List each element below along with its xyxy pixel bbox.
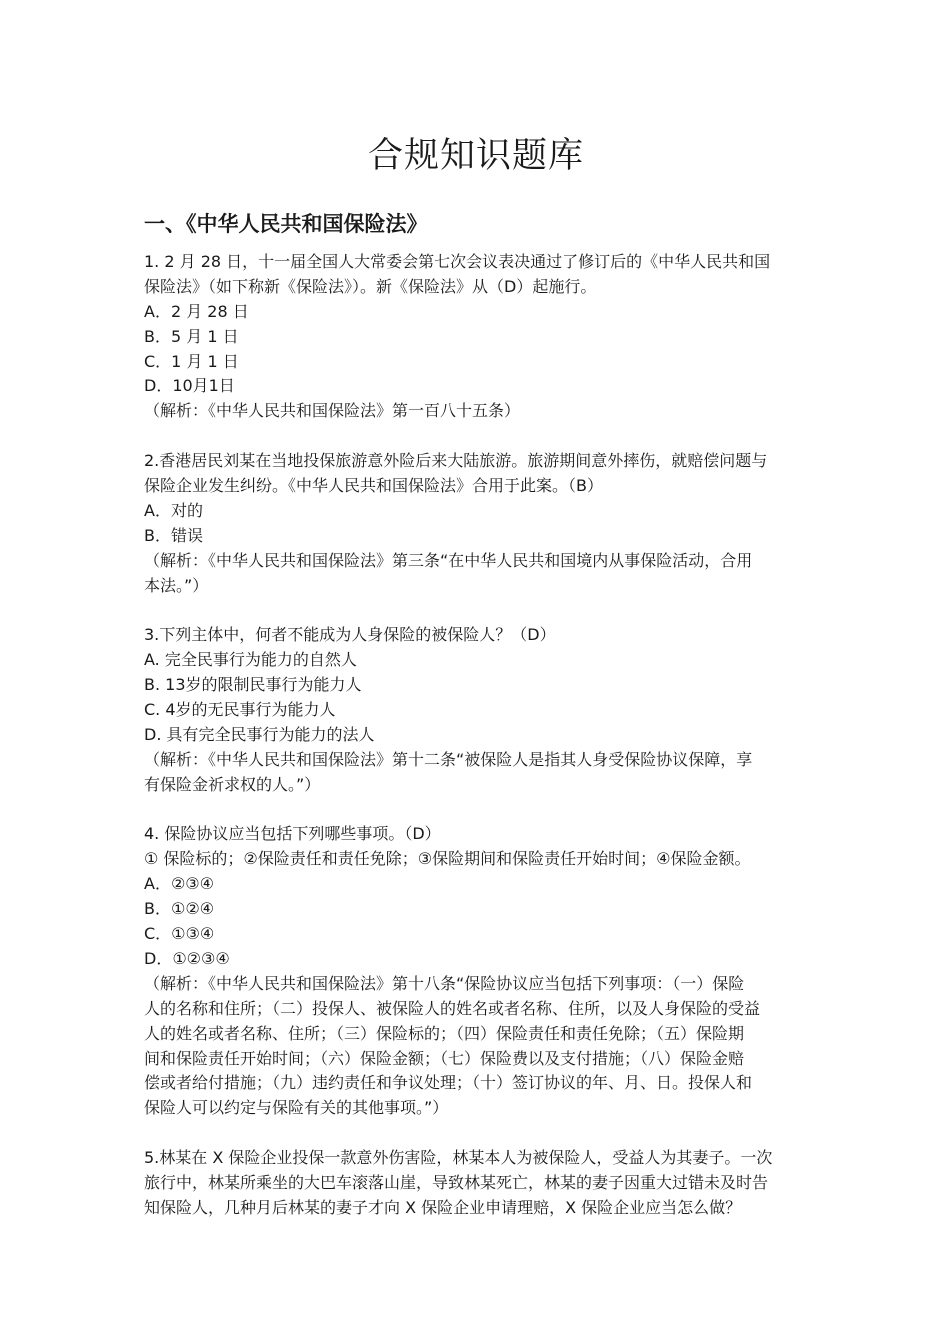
answer-option: A．②③④ bbox=[144, 874, 214, 894]
answer-option: D．10月1日 bbox=[144, 376, 235, 396]
answer-option: B. 13岁的限制民事行为能力人 bbox=[144, 675, 362, 695]
answer-option: A．对的 bbox=[144, 500, 203, 520]
question-text-line: 5.林某在 X 保险企业投保一款意外伤害险，林某本人为被保险人，受益人为其妻子。一次 bbox=[144, 1148, 773, 1168]
analysis-line: 间和保险责任开始时间；（六）保险金额；（七）保险费以及支付措施；（八）保险金赔 bbox=[144, 1048, 745, 1068]
question-5 bbox=[144, 1146, 808, 1221]
spacer bbox=[144, 424, 808, 449]
question-4 bbox=[144, 822, 808, 1121]
answer-option: B．5 月 1 日 bbox=[144, 326, 239, 346]
question-text-line: 保险企业发生纠纷。《中华人民共和国保险法》合用于此案。（B） bbox=[144, 476, 603, 496]
answer-option: A. 完全民事行为能力的自然人 bbox=[144, 650, 357, 670]
question-text-line: ① 保险标的；②保险责任和责任免除；③保险期间和保险责任开始时间；④保险金额。 bbox=[144, 849, 751, 869]
answer-option: D. 具有完全民事行为能力的法人 bbox=[144, 724, 375, 744]
analysis-line: 人的名称和住所；（二）投保人、被保险人的姓名或者名称、住所，以及人身保险的受益 bbox=[144, 998, 761, 1018]
question-1 bbox=[144, 250, 808, 424]
question-2 bbox=[144, 449, 808, 598]
answer-option: C．1 月 1 日 bbox=[144, 351, 239, 371]
question-3 bbox=[144, 623, 808, 797]
question-text-line: 旅行中，林某所乘坐的大巴车滚落山崖，导致林某死亡，林某的妻子因重大过错未及时告 bbox=[144, 1172, 769, 1192]
analysis-line: 本法。”） bbox=[144, 575, 209, 595]
spacer bbox=[144, 598, 808, 623]
analysis-line: 偿或者给付措施；（九）违约责任和争议处理；（十）签订协议的年、月、日。投保人和 bbox=[144, 1073, 753, 1093]
answer-option: C. 4岁的无民事行为能力人 bbox=[144, 700, 336, 720]
analysis-line: （解析：《中华人民共和国保险法》第三条“在中华人民共和国境内从事保险活动，合用 bbox=[144, 550, 753, 570]
question-text-line: 3.下列主体中，何者不能成为人身保险的被保险人？（D） bbox=[144, 625, 556, 645]
analysis-line: 人的姓名或者名称、住所；（三）保险标的；（四）保险责任和责任免除；（五）保险期 bbox=[144, 1023, 745, 1043]
analysis-line: （解析：《中华人民共和国保险法》第十二条“被保险人是指其人身受保险协议保障，享 bbox=[144, 749, 753, 769]
question-text-line: 4. 保险协议应当包括下列哪些事项。（D） bbox=[144, 824, 441, 844]
spacer bbox=[144, 1121, 808, 1146]
document-title: 合规知识题库 bbox=[367, 136, 584, 176]
analysis-line: （解析：《中华人民共和国保险法》第一百八十五条） bbox=[144, 401, 521, 421]
question-text-line: 2.香港居民刘某在当地投保旅游意外险后来大陆旅游。旅游期间意外摔伤，就赔偿问题与 bbox=[144, 451, 768, 471]
question-text-line: 知保险人，几种月后林某的妻子才向 X 保险企业申请理赔，X 保险企业应当怎么做？ bbox=[144, 1197, 742, 1217]
section-heading: 一、《中华人民共和国保险法》 bbox=[144, 212, 428, 236]
spacer bbox=[144, 798, 808, 823]
question-list bbox=[144, 250, 808, 1221]
answer-option: C．①③④ bbox=[144, 924, 215, 944]
question-text-line: 1. 2 月 28 日，十一届全国人大常委会第七次会议表决通过了修订后的《中华人民共和国 bbox=[144, 252, 771, 271]
analysis-line: 有保险金祈求权的人。”） bbox=[144, 774, 321, 794]
answer-option: A．2 月 28 日 bbox=[144, 301, 249, 321]
analysis-line: 保险人可以约定与保险有关的其他事项。”） bbox=[144, 1098, 449, 1118]
answer-option: B．①②④ bbox=[144, 899, 215, 919]
answer-option: D．①②③④ bbox=[144, 948, 230, 968]
answer-option: B．错误 bbox=[144, 525, 203, 545]
analysis-line: （解析：《中华人民共和国保险法》第十八条“保险协议应当包括下列事项：（一）保险 bbox=[144, 973, 745, 993]
question-text-line: 保险法》（如下称新《保险法》）。新《保险法》从（D）起施行。 bbox=[144, 276, 597, 296]
